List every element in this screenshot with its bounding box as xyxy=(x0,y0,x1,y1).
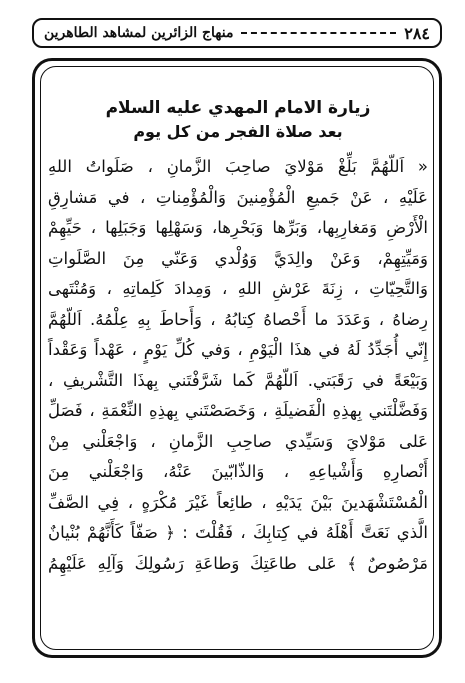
text-line: الْأَرْضِ وَمَغارِبِها، وَبَرِّها وَبَحْرِها، وَسَهْلِها وَجَبَلِها ، حَيِّهِمْ xyxy=(48,218,428,237)
text-line: الَّذي نَعَتَّ أَهْلَهُ في كِتابِكَ ، فَقُلْتَ : ﴿ صَفّاً كَأَنَّهُمْ بُنْيانٌ xyxy=(48,523,428,542)
ziyarat-subtitle: بعد صلاة الفجر من كل يوم xyxy=(133,122,343,141)
text-line: وَالتَّحِيّاتِ ، زِنَةَ عَرْشِ اللهِ ، وَمِدادَ كَلِماتِهِ ، وَمُنْتَهى xyxy=(48,279,428,298)
ziyarat-title: زيارة الامام المهدي عليه السلام xyxy=(105,98,371,118)
text-line: « اَللّهُمَّ بَلِّغْ مَوْلايَ صاحِبَ الزَّمانِ ، صَلَواتُ اللهِ xyxy=(48,157,428,176)
text-line: وَفَضَّلْتَني بِهذِهِ الْفَضيلَةِ ، وَخَصَصْتَني بِهذِهِ النِّعْمَةِ ، فَصَلِّ xyxy=(48,401,428,420)
header-divider xyxy=(241,32,396,34)
text-line: وَبَيْعَةً في رَقَبَتي. اَللّهُمَّ كَما شَرَّفْتَني بِهذَا التَّشْريفِ ، xyxy=(48,370,428,390)
page-number: ٢٨٤ xyxy=(404,23,430,43)
text-line: رِضاهُ ، وَعَدَدَ ما أَحْصاهُ كِتابُهُ ، وَأَحاطَ بِهِ عِلْمُهُ. اَللّهُمَّ xyxy=(48,309,428,329)
text-line: أَنْصارِهِ وَأَشْياعِهِ ، وَالذّابّينَ عَنْهُ، وَاجْعَلْني مِنَ xyxy=(48,462,428,481)
page-header xyxy=(32,18,442,48)
text-body xyxy=(48,96,428,579)
text-line: مَرْصُوصٌ ﴾ عَلى طاعَتِكَ وَطاعَةِ رَسُولِكَ وَآلِهِ عَلَيْهِمُ xyxy=(48,553,428,573)
book-title: منهاج الزائرين لمشاهد الطاهرين xyxy=(44,25,234,41)
text-line: الْمُسْتَشْهَدينَ بَيْنَ يَدَيْهِ ، طائِعاً غَيْرَ مُكْرَهٍ ، فِي الصَّفِّ xyxy=(48,492,428,512)
text-line: وَمَيِّتِهِمْ، وَعَنْ والِدَيَّ وَوُلْدي وَعَنّي مِنَ الصَّلَواتِ xyxy=(48,248,428,268)
text-line: عَلَيْهِ ، عَنْ جَميعِ الْمُؤْمِنينَ وَالْمُؤْمِناتِ ، في مَشارِقِ xyxy=(48,187,428,207)
text-line: إِنّي أُجَدِّدُ لَهُ في هذَا الْيَوْمِ ، وَفي كُلِّ يَوْمٍ ، عَهْداً وَعَقْداً xyxy=(48,340,428,359)
text-line: عَلى مَوْلايَ وَسَيِّدي صاحِبِ الزَّمانِ ، وَاجْعَلْني مِنْ xyxy=(48,431,428,451)
